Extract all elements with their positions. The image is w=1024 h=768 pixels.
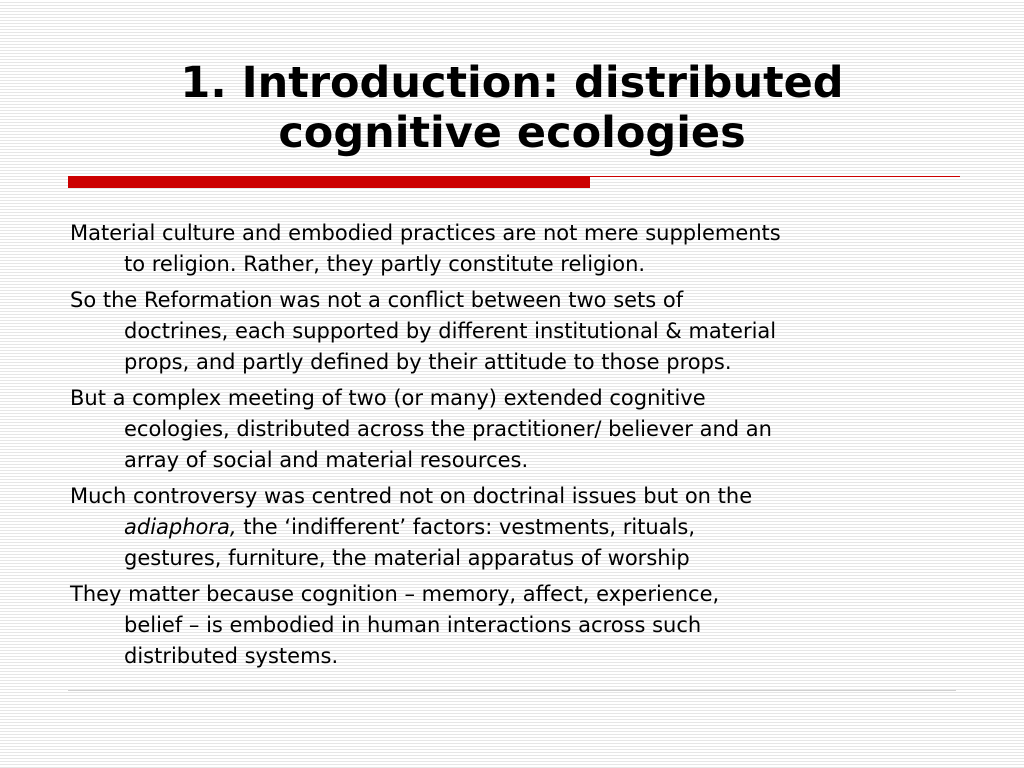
footer-divider	[68, 690, 956, 691]
body-paragraph	[70, 383, 950, 476]
paragraph-line	[124, 316, 950, 347]
paragraph-line	[124, 512, 950, 543]
paragraph-line	[124, 414, 950, 445]
text-run: Material culture and embodied practices are not mere supplements	[70, 221, 781, 245]
text-run: array of social and material resources.	[124, 448, 529, 472]
title-underline-red-bar	[68, 176, 590, 188]
text-run: doctrines, each supported by different institutional & material	[124, 319, 777, 343]
paragraph-line	[124, 641, 950, 672]
text-run: So the Reformation was not a conflict between two sets of	[70, 288, 684, 312]
title-underline-thin-line	[590, 176, 960, 177]
paragraph-line	[70, 285, 950, 316]
text-run: to religion. Rather, they partly constitute religion.	[124, 252, 646, 276]
slide-body	[70, 218, 950, 677]
text-run: Much controversy was centred not on doctrinal issues but on the	[70, 484, 753, 508]
slide-title-line: cognitive ecologies	[278, 108, 746, 158]
italic-term: adiaphora,	[124, 515, 237, 539]
slide-title-line: 1. Introduction: distributed	[180, 58, 844, 108]
body-paragraph	[70, 218, 950, 280]
text-run: They matter because cognition – memory, affect, experience,	[70, 582, 720, 606]
text-run: props, and partly defined by their attitude to those props.	[124, 350, 732, 374]
paragraph-line	[124, 610, 950, 641]
text-run: the ‘indifferent’ factors: vestments, rituals,	[236, 515, 696, 539]
paragraph-line	[70, 383, 950, 414]
paragraph-line	[124, 543, 950, 574]
body-paragraph	[70, 481, 950, 574]
paragraph-line	[124, 445, 950, 476]
body-paragraph	[70, 579, 950, 672]
text-run: belief – is embodied in human interactions across such	[124, 613, 702, 637]
paragraph-line	[124, 347, 950, 378]
text-run: But a complex meeting of two (or many) extended cognitive	[70, 386, 706, 410]
text-run: ecologies, distributed across the practitioner/ believer and an	[124, 417, 772, 441]
paragraph-line	[70, 579, 950, 610]
body-paragraph	[70, 285, 950, 378]
text-run: distributed systems.	[124, 644, 339, 668]
paragraph-line	[124, 249, 950, 280]
slide-title	[68, 58, 956, 158]
text-run: gestures, furniture, the material apparatus of worship	[124, 546, 690, 570]
paragraph-line	[70, 481, 950, 512]
paragraph-line	[70, 218, 950, 249]
